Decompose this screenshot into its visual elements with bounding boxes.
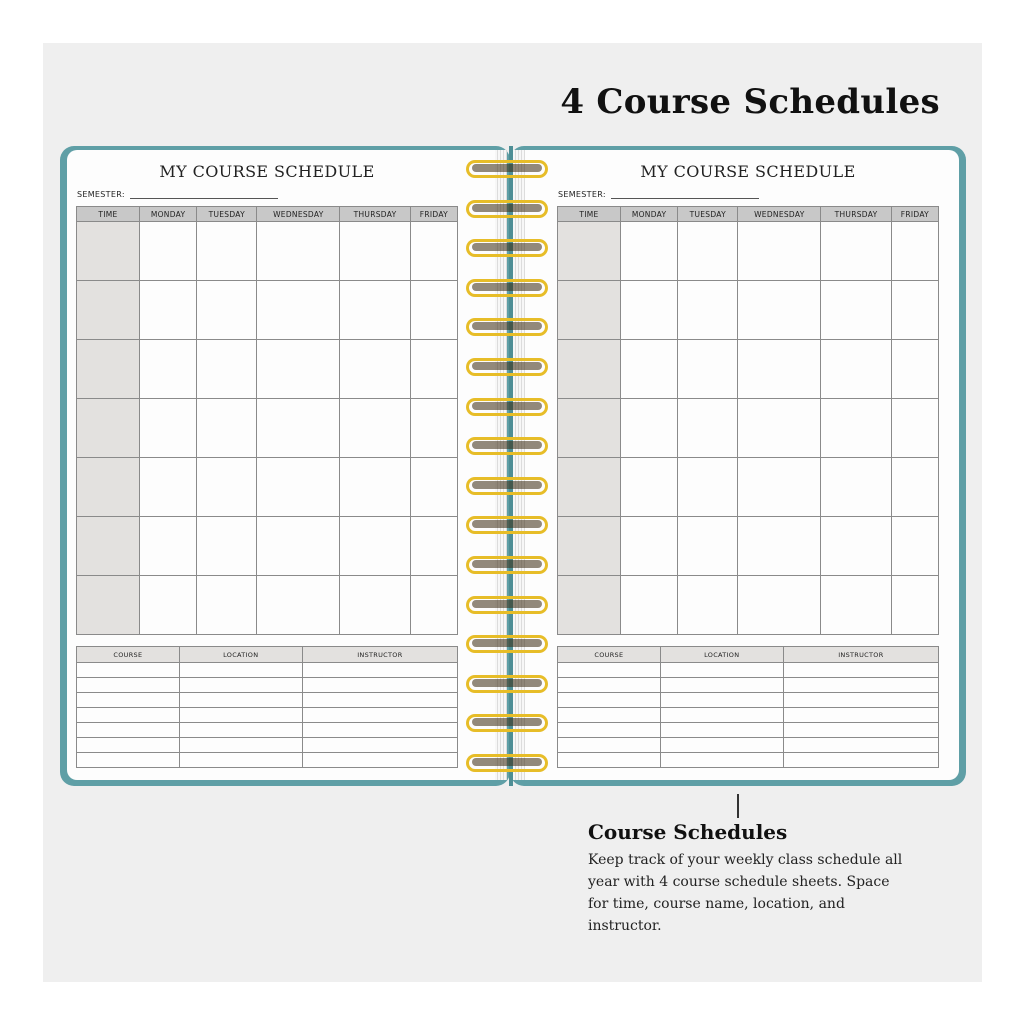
- grid-row: [77, 517, 458, 576]
- course-row: [558, 693, 939, 708]
- course-row: [558, 738, 939, 753]
- spiral-coil: [466, 239, 548, 257]
- spiral-coil: [466, 754, 548, 772]
- col-wednesday: WEDNESDAY: [738, 207, 821, 222]
- grid-row: [558, 281, 939, 340]
- weekly-grid: [557, 206, 939, 635]
- course-row: [77, 753, 458, 768]
- sheet-title: MY COURSE SCHEDULE: [159, 162, 375, 181]
- headline: 4 Course Schedules: [560, 82, 940, 122]
- callout-title: Course Schedules: [588, 820, 788, 844]
- col-time: TIME: [77, 207, 140, 222]
- course-row: [77, 678, 458, 693]
- col-instructor: INSTRUCTOR: [783, 647, 938, 663]
- course-row: [77, 723, 458, 738]
- grid-row: [77, 458, 458, 517]
- col-monday: MONDAY: [140, 207, 197, 222]
- spiral-coil: [466, 596, 548, 614]
- spiral-coil: [466, 160, 548, 178]
- col-location: LOCATION: [660, 647, 783, 663]
- col-course: COURSE: [77, 647, 180, 663]
- col-tuesday: TUESDAY: [678, 207, 738, 222]
- grid-row: [558, 576, 939, 635]
- grid-row: [77, 281, 458, 340]
- col-location: LOCATION: [179, 647, 302, 663]
- course-row: [77, 738, 458, 753]
- course-row: [77, 663, 458, 678]
- grid-row: [77, 576, 458, 635]
- col-instructor: INSTRUCTOR: [302, 647, 457, 663]
- semester-label: SEMESTER:: [558, 190, 606, 199]
- course-table: [557, 646, 939, 768]
- spiral-coil: [466, 318, 548, 336]
- callout-body: Keep track of your weekly class schedule all year with 4 course schedule sheets. Space for time, course name, location, and instructor.: [588, 852, 903, 934]
- weekly-grid: [76, 206, 458, 635]
- col-monday: MONDAY: [621, 207, 678, 222]
- grid-row: [77, 399, 458, 458]
- course-row: [558, 753, 939, 768]
- course-row: [558, 708, 939, 723]
- col-tuesday: TUESDAY: [197, 207, 257, 222]
- spiral-coil: [466, 398, 548, 416]
- col-thursday: THURSDAY: [340, 207, 411, 222]
- spiral-coil: [466, 635, 548, 653]
- semester-label: SEMESTER:: [77, 190, 125, 199]
- grid-row: [77, 222, 458, 281]
- grid-row: [558, 340, 939, 399]
- grid-row: [558, 458, 939, 517]
- course-row: [558, 678, 939, 693]
- callout-pointer: [737, 794, 739, 818]
- course-table: [76, 646, 458, 768]
- grid-row: [558, 399, 939, 458]
- spiral-coil: [466, 675, 548, 693]
- col-friday: FRIDAY: [891, 207, 938, 222]
- grid-row: [558, 222, 939, 281]
- spiral-coil: [466, 556, 548, 574]
- col-thursday: THURSDAY: [821, 207, 892, 222]
- sheet-title: MY COURSE SCHEDULE: [640, 162, 856, 181]
- spiral-coil: [466, 477, 548, 495]
- spiral-coil: [466, 200, 548, 218]
- grid-row: [77, 340, 458, 399]
- course-row: [558, 663, 939, 678]
- col-time: TIME: [558, 207, 621, 222]
- spiral-coil: [466, 714, 548, 732]
- course-row: [77, 708, 458, 723]
- spiral-coil: [466, 437, 548, 455]
- grid-row: [558, 517, 939, 576]
- col-friday: FRIDAY: [410, 207, 457, 222]
- semester-line: [611, 198, 759, 199]
- spiral-coil: [466, 279, 548, 297]
- semester-line: [130, 198, 278, 199]
- course-row: [558, 723, 939, 738]
- col-wednesday: WEDNESDAY: [257, 207, 340, 222]
- course-row: [77, 693, 458, 708]
- col-course: COURSE: [558, 647, 661, 663]
- spiral-coil: [466, 516, 548, 534]
- spiral-coil: [466, 358, 548, 376]
